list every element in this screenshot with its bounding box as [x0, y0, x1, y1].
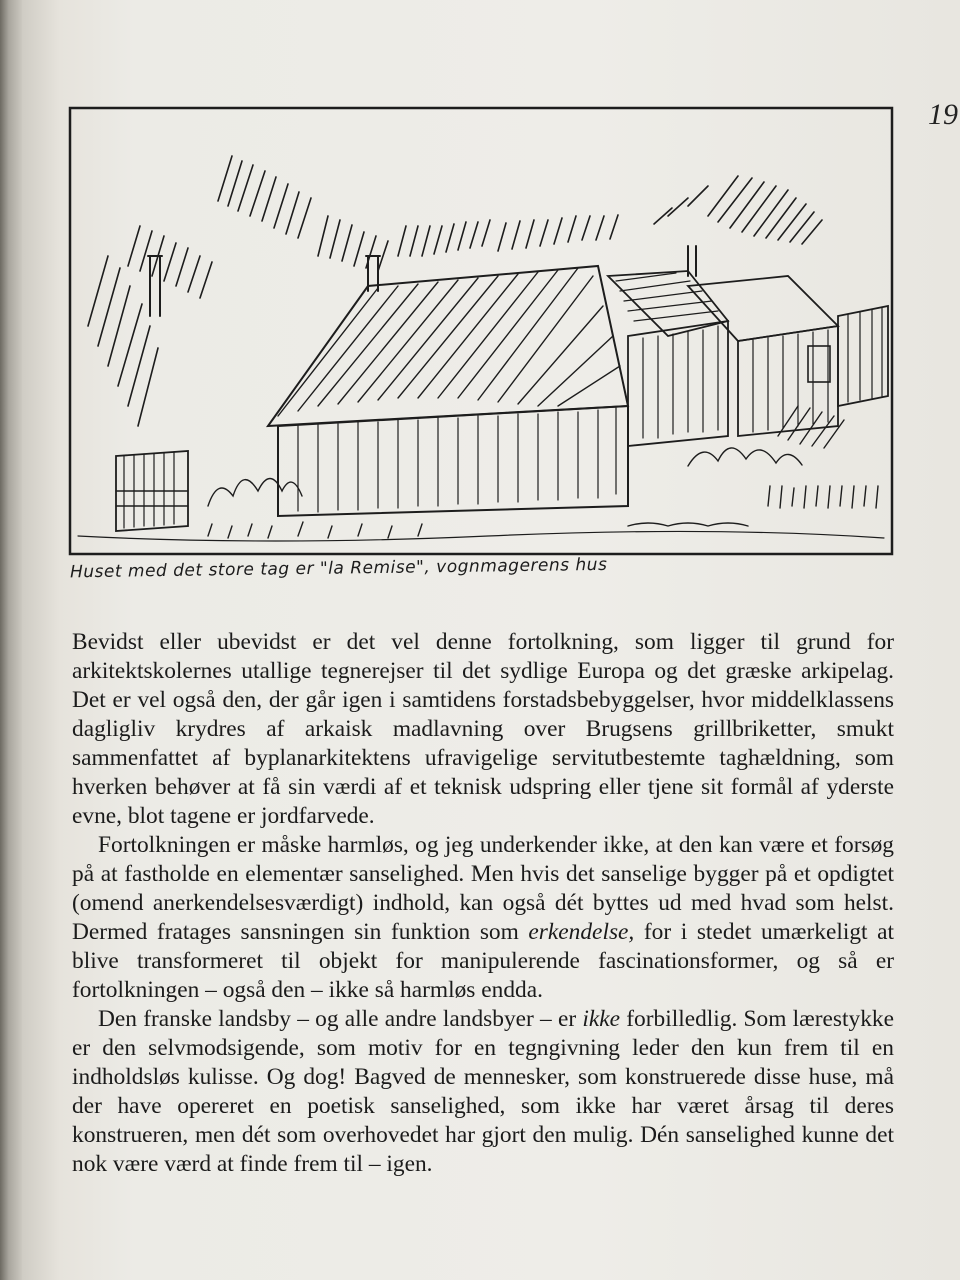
paragraph-2-text: Fortolkningen er måske harmløs, og jeg underkender ikke, at den kan være et forsøg på at fastholde en elementær sanselighed. Men hvis det sanselige bygger på et opdigtet (omend anerkendelsesværdigt) indhold, kan også dét byttes ud med hvad som helst. Dermed fratages sansningen sin funktion som [72, 832, 894, 945]
village-sketch-illustration [68, 106, 894, 558]
body-text [72, 628, 894, 1179]
paragraph-2-emphasis: erkendelse, [528, 919, 635, 945]
book-gutter [0, 0, 22, 1280]
page-number: 19 [928, 98, 958, 131]
figure-caption: Huset med det store tag er "la Remise", vognmagerens hus [69, 554, 608, 583]
paragraph-1 [72, 628, 894, 831]
paragraph-2 [72, 831, 894, 1005]
paragraph-3-text: Den franske landsby – og alle andre landsbyer – er [98, 1006, 583, 1032]
paragraph-3 [72, 1005, 894, 1179]
paragraph-3-emphasis: ikke [582, 1006, 621, 1032]
paragraph-2-text-end: for i stedet umærkeligt at blive transformeret til objekt for manipulerende fascinationsformer, og så er fortolkningen – også den – ikke så harmløs endda. [72, 919, 895, 1003]
paragraph-3-text-end: forbilledlig. Som lærestykke er den selvmodsigende, som motiv for en tegngivning leder den kun frem til en indholdsløs kulisse. Og dog! Bagved de mennesker, som konstruerede disse huse, må der have opereret en poetisk sanselighed, som ikke har været årsag til deres konstrueren, men dét som overhovedet har gjort den mulig. Dén sanselighed kunne det nok være værd at finde frem til – igen. [72, 1006, 894, 1177]
paragraph-1-text: Bevidst eller ubevidst er det vel denne fortolkning, som ligger til grund for arkitektskolernes utallige tegnerejser til det sydlige Europa og det græske arkipelag. Det er vel også den, der går igen i samtidens forstadsbebyggelser, hvor middelklassens dagligliv krydres af arkaisk madlavning over Brugsens grillbriketter, smukt sammenfattet af byplanarkitektens ufravigelige servitutbestemte taghældning, som hverken behøver at få sin værdi af et teknisk udspring eller tjene sit formål af yderste evne, blot tagene er jordfarvede. [72, 629, 894, 829]
